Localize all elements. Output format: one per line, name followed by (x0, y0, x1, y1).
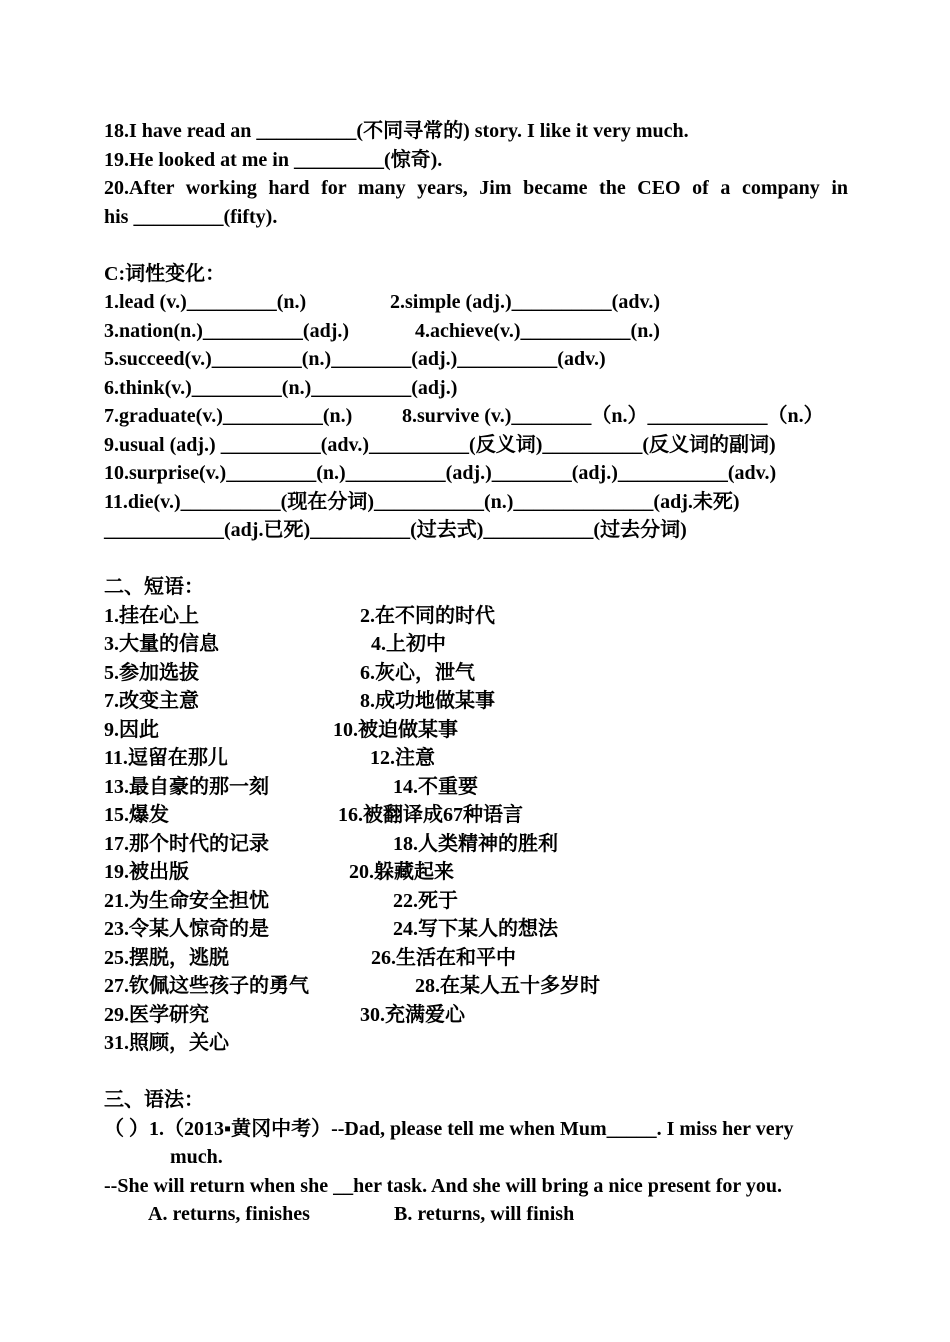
word-form-row (104, 459, 848, 488)
phrase-row (104, 602, 848, 631)
section-c-title: C:词性变化： (104, 262, 226, 285)
phrase-row (104, 1029, 848, 1058)
question-19: 19.He looked at me in _________(惊奇). (104, 148, 443, 171)
word-form-row (104, 516, 848, 545)
word-form-item: 3.nation(n.)__________(adj.) (104, 319, 350, 342)
phrase-item: 17.那个时代的记录 (104, 832, 269, 855)
phrase-item: 21.为生命安全担忧 (104, 889, 269, 912)
word-form-item: 6.think(v.)_________(n.)__________(adj.) (104, 376, 458, 399)
phrase-item: 27.钦佩这些孩子的勇气 (104, 975, 309, 997)
phrase-row (104, 887, 848, 916)
phrase-item: 31.照顾，关心 (104, 1032, 229, 1054)
phrase-item: 7.改变主意 (104, 690, 199, 712)
phrase-row (104, 687, 848, 716)
phrase-row (104, 716, 848, 745)
phrase-item: 28.在某人五十多岁时 (415, 975, 600, 997)
word-form-item: 5.succeed(v.)_________(n.)________(adj.)__________(adv.) (104, 348, 606, 370)
phrase-item: 16.被翻译成67种语言 (338, 804, 523, 826)
phrase-item: 13.最自豪的那一刻 (104, 775, 269, 798)
phrase-row (104, 659, 848, 688)
spacer (104, 545, 848, 574)
phrase-row (104, 830, 848, 859)
section-2-title: 二、短语： (104, 576, 204, 598)
phrase-item: 19.被出版 (104, 861, 189, 883)
word-form-item: 4.achieve(v.)___________(n.) (415, 319, 660, 342)
worksheet-page (104, 117, 848, 1229)
grammar-options (104, 1200, 848, 1229)
phrase-row (104, 972, 848, 1001)
phrase-item: 12.注意 (370, 747, 435, 769)
phrase-item: 24.写下某人的想法 (393, 918, 558, 940)
phrase-item: 18.人类精神的胜利 (393, 832, 558, 855)
phrase-row (104, 744, 848, 773)
word-form-row (104, 431, 848, 460)
phrase-row (104, 944, 848, 973)
phrase-item: 15.爆发 (104, 804, 169, 826)
question-20-line1: 20.After working hard for many years, Jim became the CEO of a company in (104, 177, 848, 199)
phrase-item: 20.躲藏起来 (349, 861, 454, 883)
word-form-row (104, 488, 848, 517)
phrase-item: 14.不重要 (393, 775, 478, 798)
word-form-item: 10.surprise(v.)_________(n.)__________(adj.)________(adj.)___________(adv.) (104, 462, 777, 484)
option-a: A. returns, finishes (148, 1203, 310, 1225)
word-form-item: 1.lead (v.)_________(n.) (104, 291, 307, 313)
phrase-item: 25.摆脱，逃脱 (104, 946, 229, 969)
phrase-item: 10.被迫做某事 (333, 718, 458, 741)
word-form-row (104, 288, 848, 317)
phrase-item: 9.因此 (104, 718, 159, 741)
phrase-item: 3.大量的信息 (104, 633, 219, 655)
section-3-title: 三、语法： (104, 1089, 204, 1111)
phrase-item: 6.灰心，泄气 (360, 661, 475, 684)
word-form-item: 2.simple (adj.)__________(adv.) (390, 291, 660, 313)
word-form-item: ____________(adj.已死)__________(过去式)___________(过去分词) (104, 519, 687, 541)
spacer (104, 231, 848, 260)
word-form-row (104, 345, 848, 374)
phrase-item: 26.生活在和平中 (371, 946, 516, 969)
spacer (104, 1058, 848, 1087)
phrase-item: 22.死于 (393, 889, 458, 912)
phrase-row (104, 858, 848, 887)
phrase-item: 4.上初中 (371, 633, 446, 655)
phrase-item: 8.成功地做某事 (360, 690, 495, 712)
grammar-q1-line1: （ ）1.（2013▪黄冈中考）--Dad, please tell me when Mum_____. I miss her very (104, 1117, 794, 1140)
word-form-row (104, 374, 848, 403)
phrase-row (104, 801, 848, 830)
word-form-item: 7.graduate(v.)__________(n.) (104, 405, 353, 427)
phrase-item: 5.参加选拔 (104, 661, 199, 684)
phrase-item: 23.令某人惊奇的是 (104, 918, 269, 940)
option-b: B. returns, will finish (394, 1203, 575, 1225)
word-form-item: 8.survive (v.)________（n.）____________（n.） (402, 405, 824, 427)
phrase-item: 30.充满爱心 (360, 1003, 465, 1026)
word-form-row (104, 402, 848, 431)
word-form-row (104, 317, 848, 346)
phrase-item: 1.挂在心上 (104, 604, 199, 627)
phrase-item: 2.在不同的时代 (360, 604, 495, 627)
phrase-item: 11.逗留在那儿 (104, 747, 228, 769)
phrase-item: 29.医学研究 (104, 1003, 209, 1026)
phrase-row (104, 915, 848, 944)
grammar-q1-line3: --She will return when she __her task. And she will bring a nice present for you. (104, 1174, 783, 1197)
word-form-item: 11.die(v.)__________(现在分词)___________(n.)______________(adj.未死) (104, 490, 740, 513)
word-form-item: 9.usual (adj.) __________(adv.)__________(反义词)__________(反义词的副词) (104, 433, 776, 456)
question-20-line2: his _________(fifty). (104, 205, 278, 228)
phrase-row (104, 630, 848, 659)
phrase-row (104, 773, 848, 802)
grammar-q1-line2: much. (170, 1146, 223, 1168)
phrase-row (104, 1001, 848, 1030)
question-18: 18.I have read an __________(不同寻常的) story. I like it very much. (104, 120, 689, 142)
